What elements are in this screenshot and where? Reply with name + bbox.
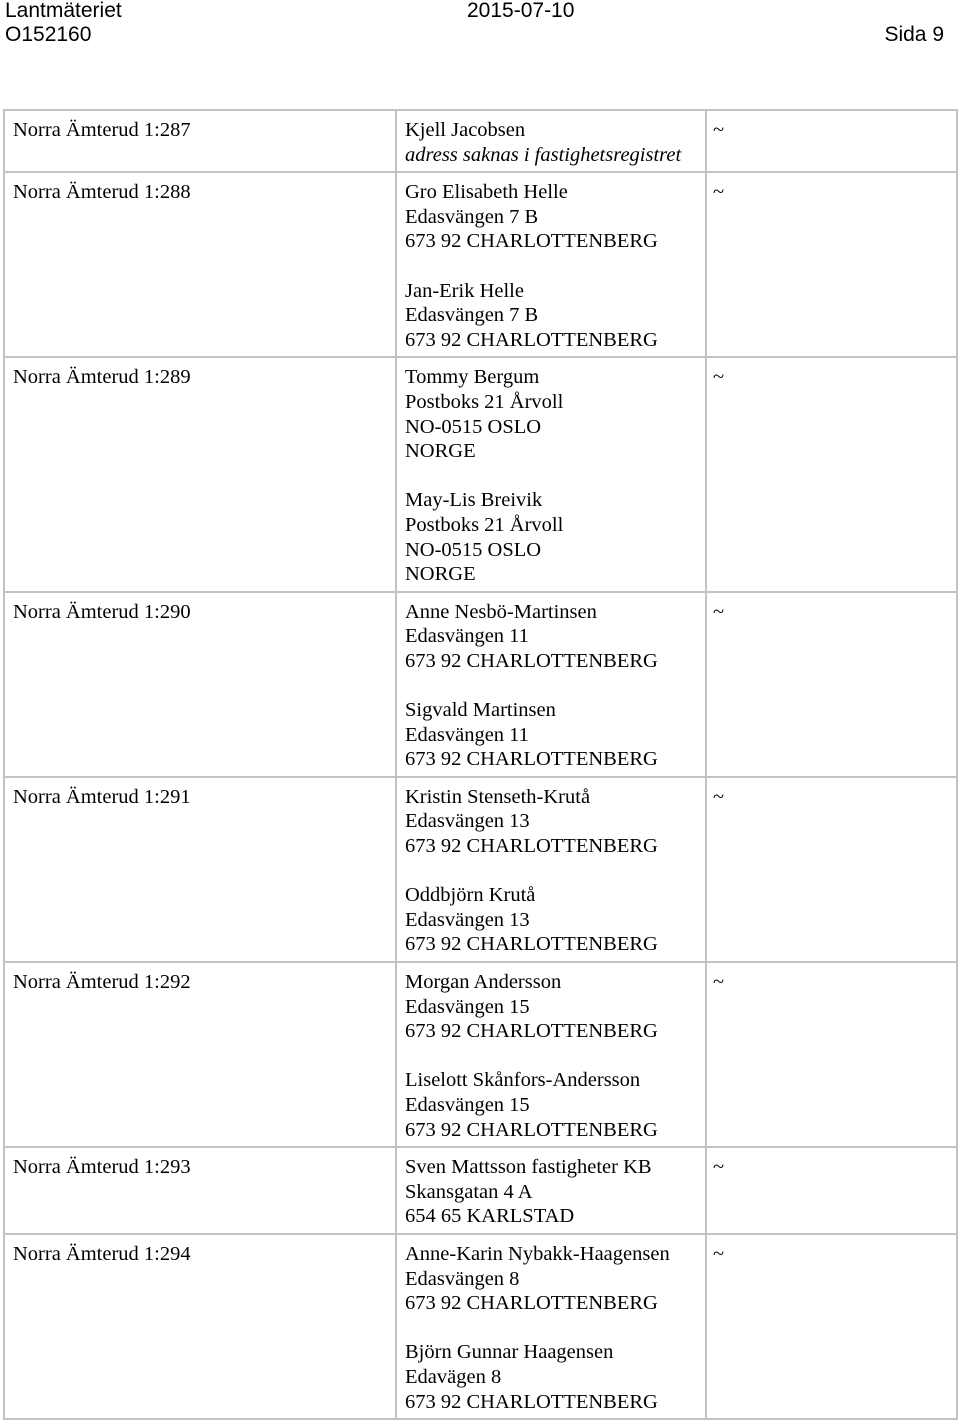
page-number: Sida 9 (884, 23, 944, 46)
table-row (4, 777, 957, 962)
remark-mark: ~ (706, 172, 957, 357)
remark-mark: ~ (706, 1147, 957, 1234)
owner-block (405, 365, 697, 463)
owners-cell (396, 172, 706, 357)
owners-cell (396, 110, 706, 172)
owner-address-line: Skansgatan 4 A (405, 1180, 533, 1203)
owner-address-line: Edasvängen 7 B (405, 205, 539, 228)
owner-block (405, 118, 697, 167)
owner-block (405, 785, 697, 859)
owner-name: May-Lis Breivik (405, 489, 543, 512)
owner-name: Oddbjörn Krutå (405, 884, 536, 907)
remark-mark: ~ (706, 962, 957, 1147)
owner-address-line: Edasvängen 13 (405, 908, 530, 931)
property-designation: Norra Ämterud 1:291 (4, 777, 396, 962)
owner-block (405, 488, 697, 586)
owner-block (405, 180, 697, 254)
owner-block (405, 1155, 697, 1229)
remark-mark: ~ (706, 110, 957, 172)
owner-block (405, 1242, 697, 1316)
table-row (4, 357, 957, 591)
owner-address-line: Edasvängen 13 (405, 810, 530, 833)
table-row (4, 110, 957, 172)
owner-address-line: Edasvängen 11 (405, 723, 529, 746)
property-designation: Norra Ämterud 1:290 (4, 592, 396, 777)
owner-postal-line: 654 65 KARLSTAD (405, 1205, 575, 1228)
owners-cell (396, 1234, 706, 1419)
owner-address-line: adress saknas i fastighetsregistret (405, 143, 682, 166)
owner-name: Gro Elisabeth Helle (405, 181, 568, 204)
owner-block (405, 698, 697, 772)
remark-mark: ~ (706, 1234, 957, 1419)
owner-address-line: Postboks 21 Årvoll (405, 390, 564, 413)
report-date: 2015-07-10 (467, 0, 575, 22)
owner-block (405, 970, 697, 1044)
owner-block (405, 1068, 697, 1142)
table-row (4, 962, 957, 1147)
document-id: O152160 (5, 23, 92, 46)
owners-cell (396, 962, 706, 1147)
owner-address-line: Edasvängen 8 (405, 1267, 520, 1290)
owners-cell (396, 357, 706, 591)
owner-name: Jan-Erik Helle (405, 279, 524, 302)
owner-block (405, 1340, 697, 1414)
owner-name: Kristin Stenseth-Krutå (405, 785, 591, 808)
owner-postal-line: 673 92 CHARLOTTENBERG (405, 1118, 658, 1141)
owner-postal-line: 673 92 CHARLOTTENBERG (405, 835, 658, 858)
owner-address-line: Edasvängen 7 B (405, 304, 539, 327)
owner-name: Tommy Bergum (405, 366, 540, 389)
owner-postal-line: 673 92 CHARLOTTENBERG (405, 649, 658, 672)
owner-postal-line: 673 92 CHARLOTTENBERG (405, 230, 658, 253)
owner-postal-line: NO-0515 OSLO (405, 538, 542, 561)
remark-mark: ~ (706, 592, 957, 777)
owner-postal-line: 673 92 CHARLOTTENBERG (405, 748, 658, 771)
owner-name: Anne Nesbö-Martinsen (405, 600, 597, 623)
owner-country-line: NORGE (405, 440, 476, 463)
owner-postal-line: 673 92 CHARLOTTENBERG (405, 933, 658, 956)
owner-block (405, 600, 697, 674)
owner-address-line: Edasvängen 11 (405, 625, 529, 648)
owner-postal-line: NO-0515 OSLO (405, 415, 542, 438)
owner-country-line: NORGE (405, 563, 476, 586)
owner-address-line: Postboks 21 Årvoll (405, 513, 564, 536)
property-designation: Norra Ämterud 1:287 (4, 110, 396, 172)
owner-name: Kjell Jacobsen (405, 119, 526, 141)
table-row (4, 592, 957, 777)
owner-postal-line: 673 92 CHARLOTTENBERG (405, 1020, 658, 1043)
remark-mark: ~ (706, 777, 957, 962)
owner-block (405, 883, 697, 957)
owner-postal-line: 673 92 CHARLOTTENBERG (405, 1292, 658, 1315)
owner-address-line: Edasvängen 15 (405, 995, 530, 1018)
remark-mark: ~ (706, 357, 957, 591)
property-designation: Norra Ämterud 1:292 (4, 962, 396, 1147)
property-designation: Norra Ämterud 1:288 (4, 172, 396, 357)
owner-name: Björn Gunnar Haagensen (405, 1341, 614, 1364)
owner-name: Sven Mattsson fastigheter KB (405, 1156, 652, 1179)
table-row (4, 1147, 957, 1234)
owner-block (405, 279, 697, 353)
owners-cell (396, 1147, 706, 1234)
table-row (4, 1234, 957, 1419)
owners-cell (396, 592, 706, 777)
owner-address-line: Edavägen 8 (405, 1365, 502, 1388)
organization-name: Lantmäteriet (5, 0, 122, 22)
owner-postal-line: 673 92 CHARLOTTENBERG (405, 1390, 658, 1413)
property-designation: Norra Ämterud 1:293 (4, 1147, 396, 1234)
property-designation: Norra Ämterud 1:294 (4, 1234, 396, 1419)
owner-name: Anne-Karin Nybakk-Haagensen (405, 1242, 670, 1265)
owners-table (3, 109, 958, 1420)
property-designation: Norra Ämterud 1:289 (4, 357, 396, 591)
owner-name: Morgan Andersson (405, 971, 562, 993)
owner-name: Sigvald Martinsen (405, 699, 556, 722)
owner-postal-line: 673 92 CHARLOTTENBERG (405, 328, 658, 351)
owner-name: Liselott Skånfors-Andersson (405, 1069, 641, 1092)
owner-address-line: Edasvängen 15 (405, 1093, 530, 1116)
owners-cell (396, 777, 706, 962)
table-row (4, 172, 957, 357)
